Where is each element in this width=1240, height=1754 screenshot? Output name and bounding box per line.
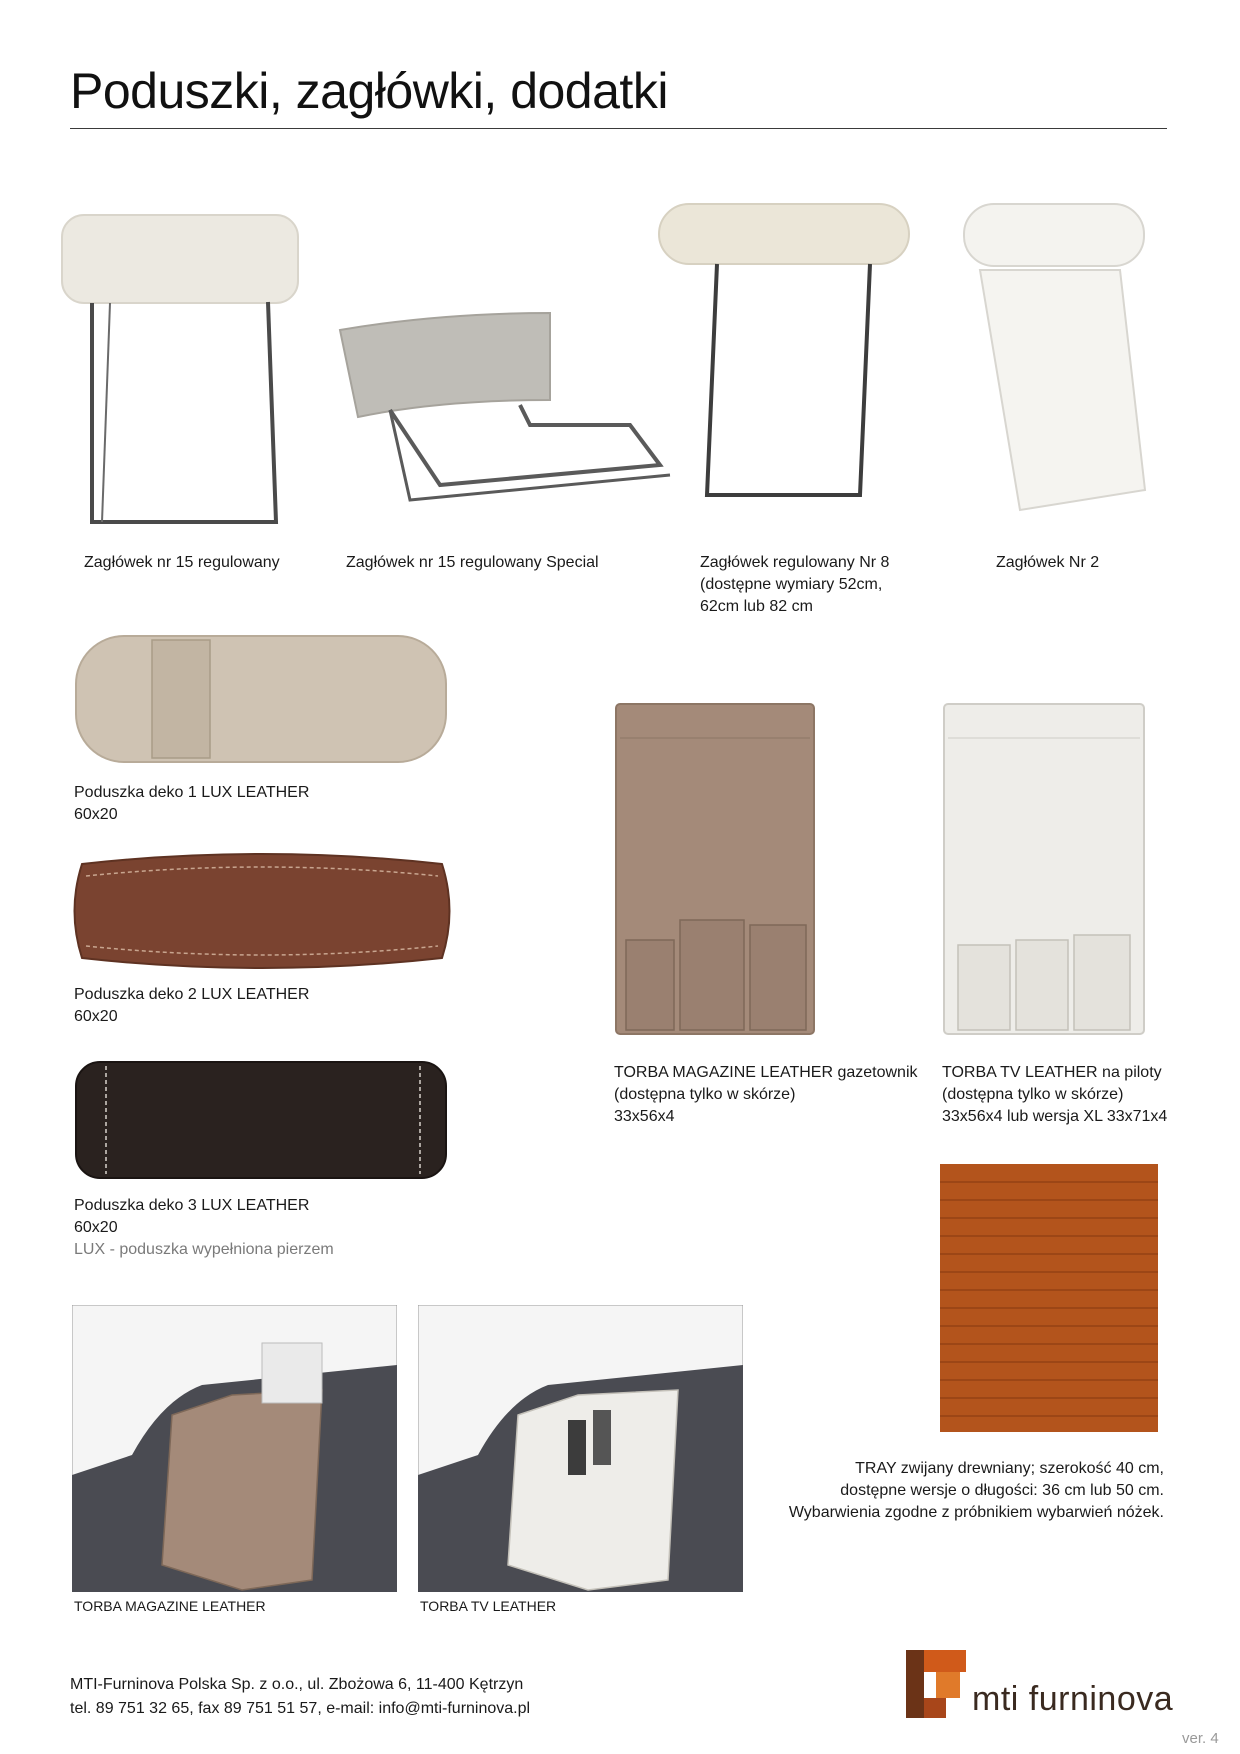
bag-tv-label: TORBA TV LEATHER na piloty (dostępna tylko w skórze) 33x56x4 lub wersja XL 33x71x4 [942, 1064, 1168, 1125]
headrest-15-special-label: Zagłówek nr 15 regulowany Special [346, 554, 599, 571]
headrest-15-image [60, 210, 310, 530]
headrest-2-label: Zagłówek Nr 2 [996, 554, 1100, 571]
footer-address: MTI-Furninova Polska Sp. z o.o., ul. Zbożowa 6, 11-400 Kętrzyn [70, 1676, 524, 1693]
headrest-2-image [960, 200, 1160, 530]
bag-magazine-label: TORBA MAGAZINE LEATHER gazetownik (dostępna tylko w skórze) 33x56x4 [614, 1064, 918, 1125]
logo-text: mti furninova [972, 1680, 1174, 1718]
bag-tv-image [940, 700, 1150, 1040]
pillow-deko-1-image [72, 630, 462, 770]
headrest-15-special-image [330, 305, 700, 530]
pillow-deko-2-label: Poduszka deko 2 LUX LEATHER 60x20 [74, 986, 310, 1025]
pillow-deko-1-label: Poduszka deko 1 LUX LEATHER 60x20 [74, 784, 310, 823]
lux-note: LUX - poduszka wypełniona pierzem [74, 1241, 334, 1258]
headrest-8-image [655, 200, 915, 530]
title-divider [70, 128, 1167, 129]
photo-magazine-bag [72, 1305, 397, 1592]
tray-label: TRAY zwijany drewniany; szerokość 40 cm, dostępne wersje o długości: 36 cm lub 50 cm. Wybarwienia zgodne z próbnikiem wybarwień nóżek. [788, 1460, 1164, 1521]
photo-tv-bag [418, 1305, 743, 1592]
headrest-8-label: Zagłówek regulowany Nr 8 (dostępne wymiary 52cm, 62cm lub 82 cm [700, 554, 890, 615]
version-label: ver. 4 [1182, 1730, 1219, 1747]
bag-magazine-image [612, 700, 820, 1040]
photo-magazine-label: TORBA MAGAZINE LEATHER [74, 1598, 266, 1614]
footer-contact: tel. 89 751 32 65, fax 89 751 51 57, e-mail: info@mti-furninova.pl [70, 1700, 531, 1717]
pillow-deko-3-image [72, 1056, 462, 1186]
pillow-deko-2-image [72, 846, 462, 976]
page-title: Poduszki, zagłówki, dodatki [70, 63, 668, 119]
headrest-15-label: Zagłówek nr 15 regulowany [84, 554, 280, 571]
pillow-deko-3-label: Poduszka deko 3 LUX LEATHER 60x20 LUX - poduszka wypełniona pierzem [74, 1195, 334, 1261]
tray-image [938, 1162, 1160, 1434]
mti-logo-icon [906, 1650, 968, 1720]
photo-tv-label: TORBA TV LEATHER [420, 1598, 557, 1614]
